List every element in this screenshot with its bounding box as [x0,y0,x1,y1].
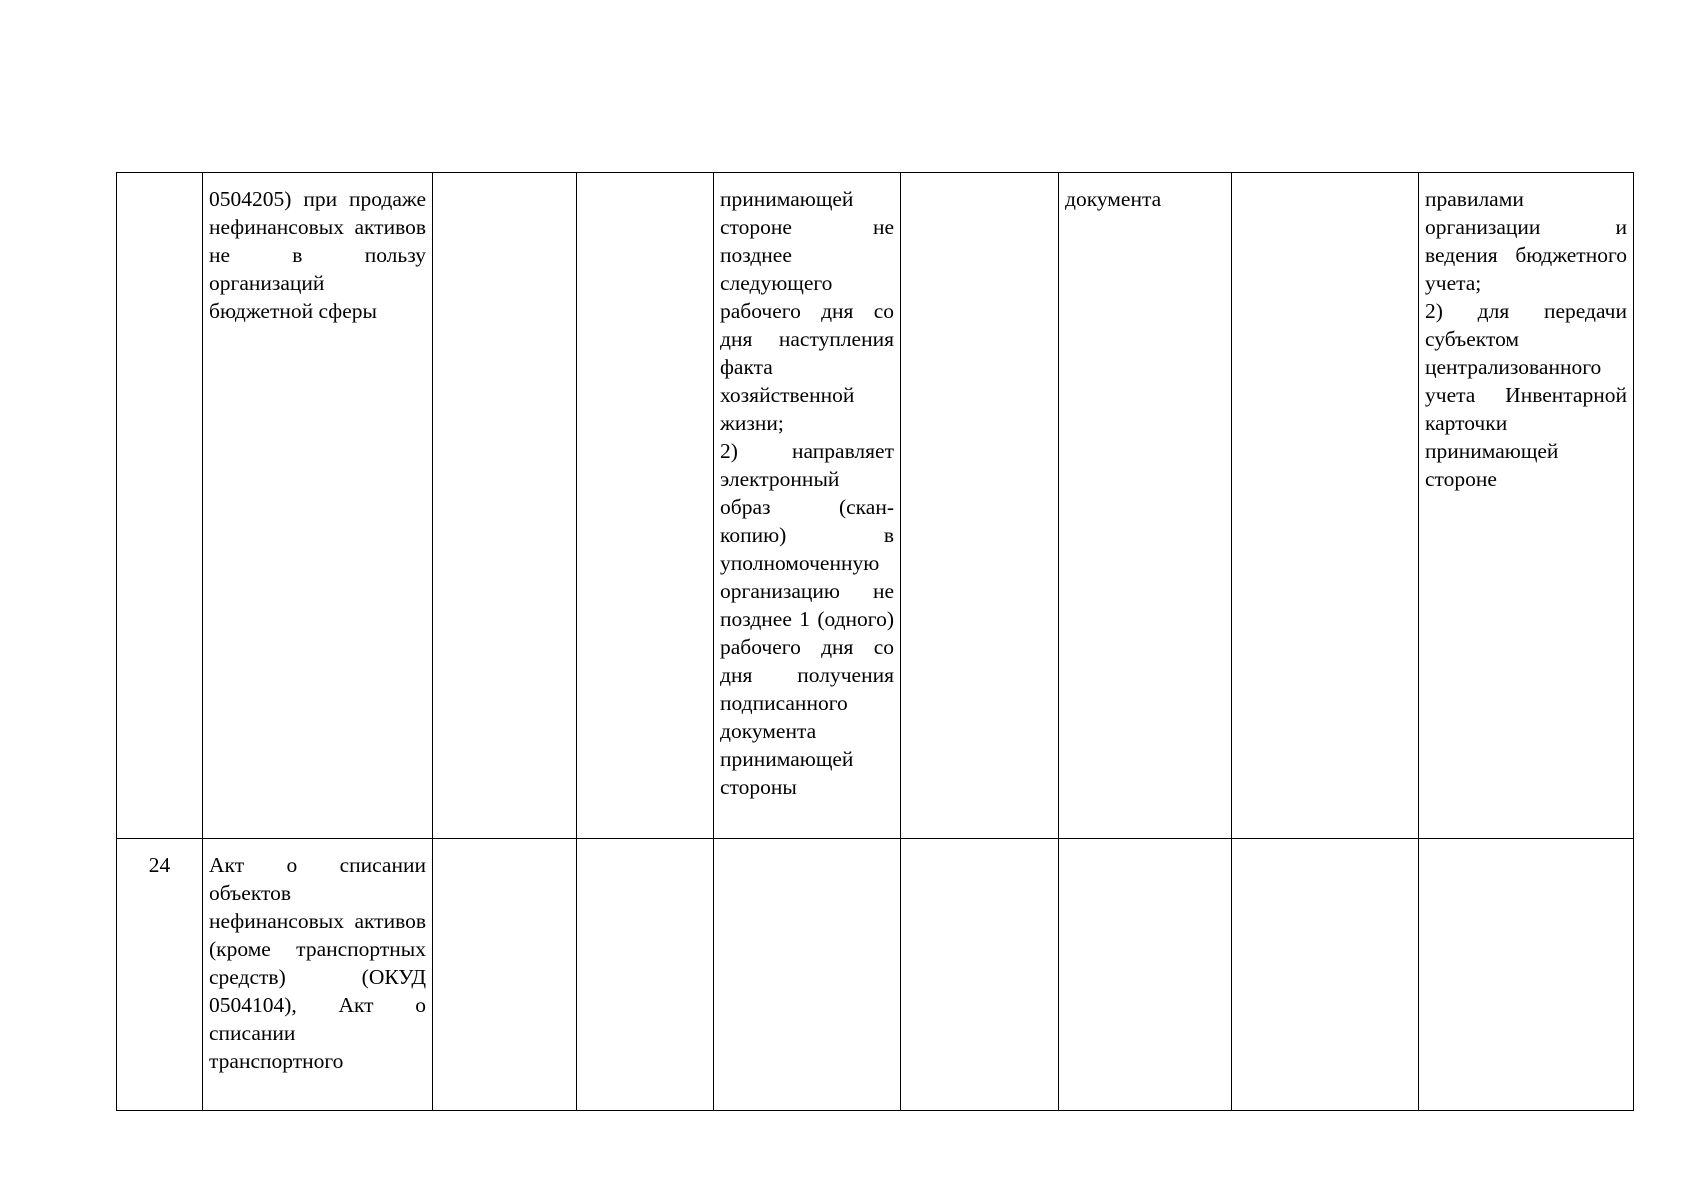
table-cell [433,839,577,1111]
table-cell-document-name: 0504205) при продаже нефинансовых активов не в пользу организаций бюджетной сферы [203,173,433,839]
table-cell-document-form: документа [1059,173,1232,839]
table-cell [577,839,714,1111]
table-cell-purpose [1419,839,1634,1111]
table-cell-procedure [714,839,901,1111]
table-cell [1232,839,1419,1111]
table-row [117,173,1634,839]
table-cell-number [117,173,203,839]
table-cell-document-form [1059,839,1232,1111]
table-cell-purpose: правилами организации и ведения бюджетного учета; 2) для передачи субъектом централизованного учета Инвентарной карточки принимающей стороне [1419,173,1634,839]
table-cell-number: 24 [117,839,203,1111]
table-cell-procedure: принимающей стороне не позднее следующего рабочего дня со дня наступления факта хозяйственной жизни; 2) направляет электронный образ (скан-копию) в уполномоченную организацию не позднее 1 (одного) рабочего дня со дня получения подписанного документа принимающей стороны [714,173,901,839]
table-row [117,839,1634,1111]
document-table [116,172,1634,1111]
table-cell-document-name: Акт о списании объектов нефинансовых активов (кроме транспортных средств) (ОКУД 0504104), Акт о списании транспортного [203,839,433,1111]
table-cell [901,839,1059,1111]
table-cell [901,173,1059,839]
table-cell [577,173,714,839]
table-cell [1232,173,1419,839]
table-cell [433,173,577,839]
